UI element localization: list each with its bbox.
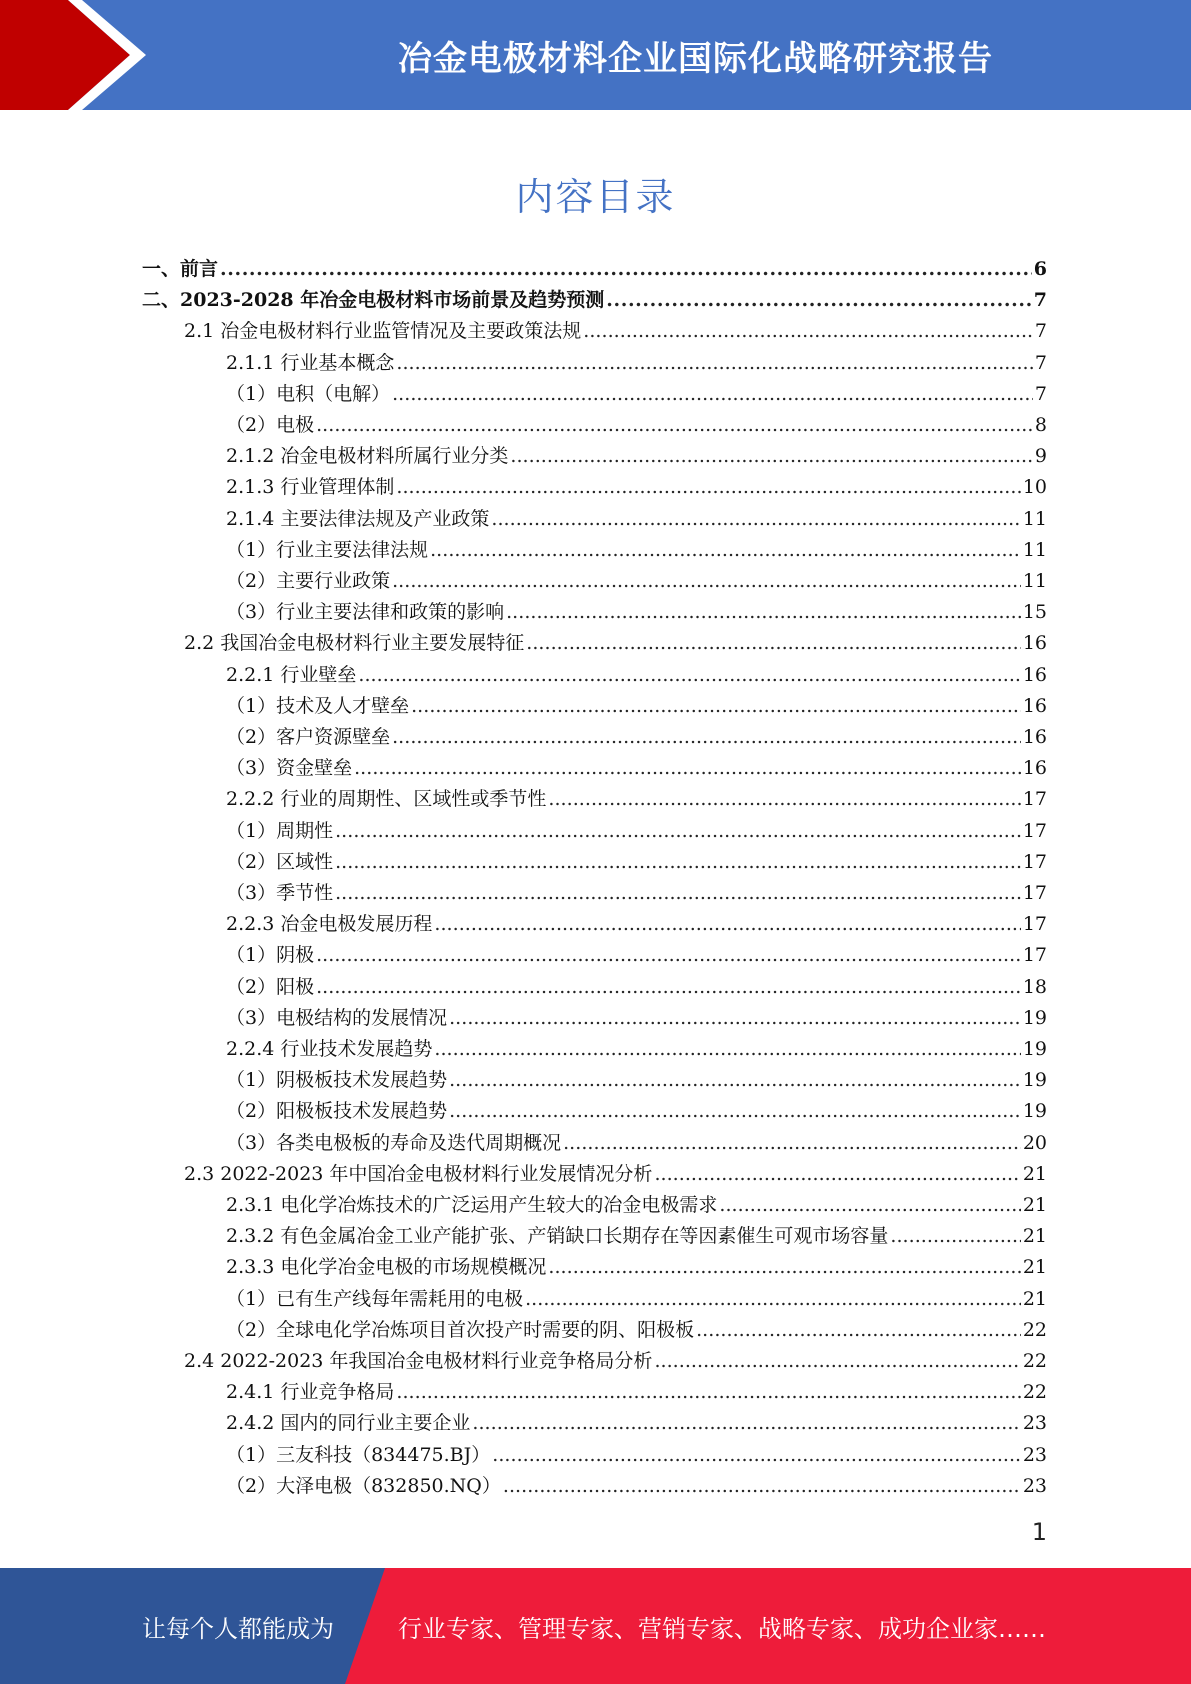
toc-entry[interactable] — [184, 316, 1047, 347]
toc-entry[interactable] — [226, 753, 1047, 784]
toc-entry[interactable] — [226, 1096, 1047, 1127]
toc-dot-leader — [506, 597, 1021, 628]
toc-entry-page: 21 — [1022, 1162, 1047, 1185]
toc-entry-label: （1）已有生产线每年需耗用的电极 — [226, 1287, 524, 1310]
toc-entry-page: 19 — [1022, 1069, 1047, 1092]
toc-entry-page: 17 — [1022, 882, 1047, 904]
toc-entry-page: 21 — [1022, 1256, 1047, 1279]
toc-entry-label: （1）阴极板技术发展趋势 — [226, 1069, 448, 1092]
toc-entry-label: 2.1.3 行业管理体制 — [226, 476, 395, 499]
toc-entry[interactable] — [226, 504, 1047, 535]
toc-entry-label: （1）三友科技（834475.BJ） — [226, 1443, 491, 1466]
toc-entry-page: 17 — [1022, 788, 1047, 811]
toc-entry-label: 2.1.2 冶金电极材料所属行业分类 — [226, 445, 509, 468]
toc-dot-leader — [220, 254, 1032, 285]
toc-dot-leader — [335, 816, 1021, 847]
toc-entry-label: （2）全球电化学冶炼项目首次投产时需要的阴、阳极板 — [226, 1318, 695, 1341]
toc-title: 内容目录 — [515, 175, 676, 219]
toc-entry-page: 6 — [1033, 258, 1047, 280]
toc-dot-leader — [583, 316, 1033, 347]
toc-entry-page: 11 — [1022, 570, 1047, 592]
toc-entry[interactable] — [226, 1377, 1047, 1408]
toc-entry-label: 2.4.2 国内的同行业主要企业 — [226, 1412, 471, 1435]
toc-entry[interactable] — [226, 1003, 1047, 1034]
toc-entry-page: 17 — [1022, 944, 1047, 967]
toc-dot-leader — [316, 940, 1021, 971]
toc-entry-page: 16 — [1022, 663, 1047, 686]
toc-entry-label: 2.3 2022-2023 年中国冶金电极材料行业发展情况分析 — [184, 1162, 653, 1185]
toc-entry-label: （1）行业主要法律法规 — [226, 538, 429, 561]
toc-entry-page: 19 — [1022, 1038, 1047, 1060]
toc-entry-page: 21 — [1022, 1225, 1047, 1248]
toc-entry-label: （3）资金壁垒 — [226, 757, 353, 780]
toc-dot-leader — [696, 1315, 1021, 1346]
toc-dot-leader — [563, 1128, 1021, 1159]
toc-entry[interactable] — [226, 441, 1047, 472]
toc-dot-leader — [335, 847, 1021, 878]
toc-entry[interactable] — [184, 628, 1047, 659]
toc-dot-leader — [430, 535, 1021, 566]
toc-entry-page: 17 — [1022, 819, 1047, 842]
toc-entry-label: （2）大泽电极（832850.NQ） — [226, 1474, 501, 1497]
toc-entry[interactable] — [226, 348, 1047, 379]
toc-entry-page: 11 — [1022, 507, 1047, 530]
header-title: 冶金电极材料企业国际化战略研究报告 — [398, 38, 993, 79]
toc-entry-label: （3）电极结构的发展情况 — [226, 1006, 448, 1029]
toc-entry-label: （2）主要行业政策 — [226, 570, 391, 592]
toc-entry-page: 19 — [1022, 1100, 1047, 1123]
toc-dot-leader — [548, 1252, 1020, 1283]
toc-entry[interactable] — [226, 940, 1047, 971]
toc-entry-label: （2）客户资源壁垒 — [226, 726, 391, 748]
toc-entry-label: （1）电积（电解） — [226, 382, 391, 405]
toc-entry-page: 21 — [1022, 1194, 1047, 1216]
toc-entry-page: 20 — [1022, 1131, 1047, 1154]
toc-entry-label: 2.1.1 行业基本概念 — [226, 351, 395, 374]
toc-entry-page: 22 — [1022, 1381, 1047, 1404]
toc-entry-label: （2）阳极板技术发展趋势 — [226, 1100, 448, 1123]
toc-entry[interactable] — [226, 1440, 1047, 1471]
toc-entry[interactable] — [226, 1471, 1047, 1502]
toc-entry[interactable] — [226, 410, 1047, 441]
toc-dot-leader — [316, 410, 1033, 441]
toc-entry[interactable] — [226, 816, 1047, 847]
toc-dot-leader — [503, 1471, 1021, 1502]
toc-dot-leader — [354, 753, 1021, 784]
toc-entry[interactable] — [226, 972, 1047, 1003]
toc-entry[interactable] — [226, 472, 1047, 503]
toc-entry-label: （1）阴极 — [226, 944, 315, 967]
toc-entry-page: 11 — [1022, 538, 1047, 561]
toc-entry-page: 16 — [1022, 632, 1047, 655]
toc-entry-page: 16 — [1022, 726, 1047, 748]
toc-dot-leader — [358, 660, 1020, 691]
toc-entry-page: 22 — [1022, 1318, 1047, 1341]
toc-entry-label: 2.2.2 行业的周期性、区域性或季节性 — [226, 788, 547, 811]
toc-dot-leader — [434, 1034, 1020, 1065]
toc-dot-leader — [548, 784, 1020, 815]
toc-dot-leader — [434, 909, 1020, 940]
toc-entry[interactable] — [226, 660, 1047, 691]
page-footer — [0, 1568, 1191, 1684]
toc-dot-leader — [719, 1190, 1020, 1221]
toc-entry[interactable] — [226, 1190, 1047, 1221]
toc-entry-label: （2）电极 — [226, 414, 315, 436]
toc-entry[interactable] — [226, 784, 1047, 815]
toc-dot-leader — [335, 878, 1021, 909]
page-number: 1 — [1031, 1518, 1047, 1546]
toc-entry-page: 22 — [1022, 1350, 1047, 1372]
toc-entry-page: 7 — [1034, 351, 1047, 374]
toc-entry[interactable] — [184, 1346, 1047, 1377]
toc-entry-page: 17 — [1022, 850, 1047, 873]
toc-dot-leader — [526, 628, 1021, 659]
footer-slogan-left: 让每个人都能成为 — [142, 1614, 334, 1643]
toc-entry-label: 一、前言 — [142, 258, 219, 280]
toc-entry-page: 17 — [1022, 913, 1047, 936]
toc-entry-page: 8 — [1034, 414, 1047, 436]
toc-dot-leader — [396, 348, 1033, 379]
toc-entry-page: 15 — [1022, 601, 1047, 624]
toc-entry-page: 23 — [1022, 1474, 1047, 1497]
toc-entry-label: （3）行业主要法律和政策的影响 — [226, 601, 505, 624]
toc-entry[interactable] — [226, 1065, 1047, 1096]
toc-entry[interactable] — [226, 1408, 1047, 1439]
toc-entry-page: 9 — [1034, 445, 1047, 468]
toc-entry-page: 16 — [1022, 757, 1047, 780]
toc-entry-label: 2.2.4 行业技术发展趋势 — [226, 1038, 433, 1060]
toc-entry-page: 7 — [1033, 289, 1047, 312]
toc-dot-leader — [411, 691, 1021, 722]
footer-slogan-right: 行业专家、管理专家、营销专家、战略专家、成功企业家…… — [398, 1614, 1046, 1643]
toc-entry[interactable] — [142, 254, 1047, 285]
toc-entry-label: （1）技术及人才壁垒 — [226, 694, 410, 717]
toc-entry[interactable] — [226, 847, 1047, 878]
toc-entry-label: 2.2.3 冶金电极发展历程 — [226, 913, 433, 936]
toc-entry[interactable] — [226, 1128, 1047, 1159]
toc-entry[interactable] — [226, 1221, 1047, 1252]
toc-entry-label: 二、2023-2028 年冶金电极材料市场前景及趋势预测 — [142, 289, 605, 312]
toc-entry[interactable] — [226, 379, 1047, 410]
toc-entry[interactable] — [226, 1252, 1047, 1283]
toc-entry[interactable] — [226, 722, 1047, 753]
toc-entry-label: （2）阳极 — [226, 975, 315, 998]
toc-entry-label: （3）各类电极板的寿命及迭代周期概况 — [226, 1131, 562, 1154]
toc-dot-leader — [525, 1284, 1021, 1315]
toc-entry[interactable] — [226, 878, 1047, 909]
toc-entry-page: 10 — [1022, 476, 1047, 499]
toc-dot-leader — [654, 1159, 1020, 1190]
toc-dot-leader — [396, 1377, 1020, 1408]
toc-entry-label: （2）区域性 — [226, 850, 334, 873]
toc-entry-label: 2.1.4 主要法律法规及产业政策 — [226, 507, 490, 530]
toc-dot-leader — [392, 566, 1021, 597]
toc-entry[interactable] — [226, 1284, 1047, 1315]
toc-entry[interactable] — [226, 597, 1047, 628]
toc-dot-leader — [890, 1221, 1020, 1252]
toc-entry-label: （1）周期性 — [226, 819, 334, 842]
toc-entry-page: 7 — [1034, 320, 1047, 343]
toc-entry-label: 2.4 2022-2023 年我国冶金电极材料行业竞争格局分析 — [184, 1350, 653, 1372]
toc-dot-leader — [606, 285, 1032, 316]
toc-dot-leader — [510, 441, 1033, 472]
toc-entry[interactable] — [226, 1034, 1047, 1065]
toc-entry-label: 2.3.2 有色金属冶金工业产能扩张、产销缺口长期存在等因素催生可观市场容量 — [226, 1225, 889, 1248]
toc-entry[interactable] — [226, 909, 1047, 940]
toc-dot-leader — [449, 1096, 1021, 1127]
toc-entry[interactable] — [226, 566, 1047, 597]
toc-dot-leader — [492, 1440, 1021, 1471]
toc-entry-label: 2.1 冶金电极材料行业监管情况及主要政策法规 — [184, 320, 582, 343]
toc-dot-leader — [392, 722, 1021, 753]
toc-entry-page: 21 — [1022, 1287, 1047, 1310]
toc-entry-page: 16 — [1022, 694, 1047, 717]
toc-entry-label: （3）季节性 — [226, 882, 334, 904]
toc-entry-label: 2.4.1 行业竞争格局 — [226, 1381, 395, 1404]
toc-entry-page: 19 — [1022, 1006, 1047, 1029]
toc-entry[interactable] — [142, 285, 1047, 316]
toc-entry-label: 2.3.3 电化学冶金电极的市场规模概况 — [226, 1256, 547, 1279]
toc-dot-leader — [449, 1003, 1021, 1034]
toc-dot-leader — [491, 504, 1020, 535]
toc-entry[interactable] — [226, 691, 1047, 722]
toc-dot-leader — [472, 1408, 1020, 1439]
header-arrow-decoration — [0, 0, 160, 110]
toc-entry-page: 23 — [1022, 1443, 1047, 1466]
toc-dot-leader — [449, 1065, 1021, 1096]
toc-entry-page: 18 — [1022, 975, 1047, 998]
toc-entry[interactable] — [226, 1315, 1047, 1346]
toc-dot-leader — [654, 1346, 1020, 1377]
toc-entry-page: 7 — [1034, 382, 1047, 405]
toc-entry[interactable] — [226, 535, 1047, 566]
toc-entry-label: 2.3.1 电化学冶炼技术的广泛运用产生较大的冶金电极需求 — [226, 1194, 718, 1216]
toc-dot-leader — [316, 972, 1021, 1003]
toc-entry-page: 23 — [1022, 1412, 1047, 1435]
toc-dot-leader — [396, 472, 1020, 503]
toc-entry-label: 2.2 我国冶金电极材料行业主要发展特征 — [184, 632, 525, 655]
toc-entry-label: 2.2.1 行业壁垒 — [226, 663, 357, 686]
page-header — [0, 0, 1191, 110]
toc-dot-leader — [392, 379, 1033, 410]
toc-entry[interactable] — [184, 1159, 1047, 1190]
